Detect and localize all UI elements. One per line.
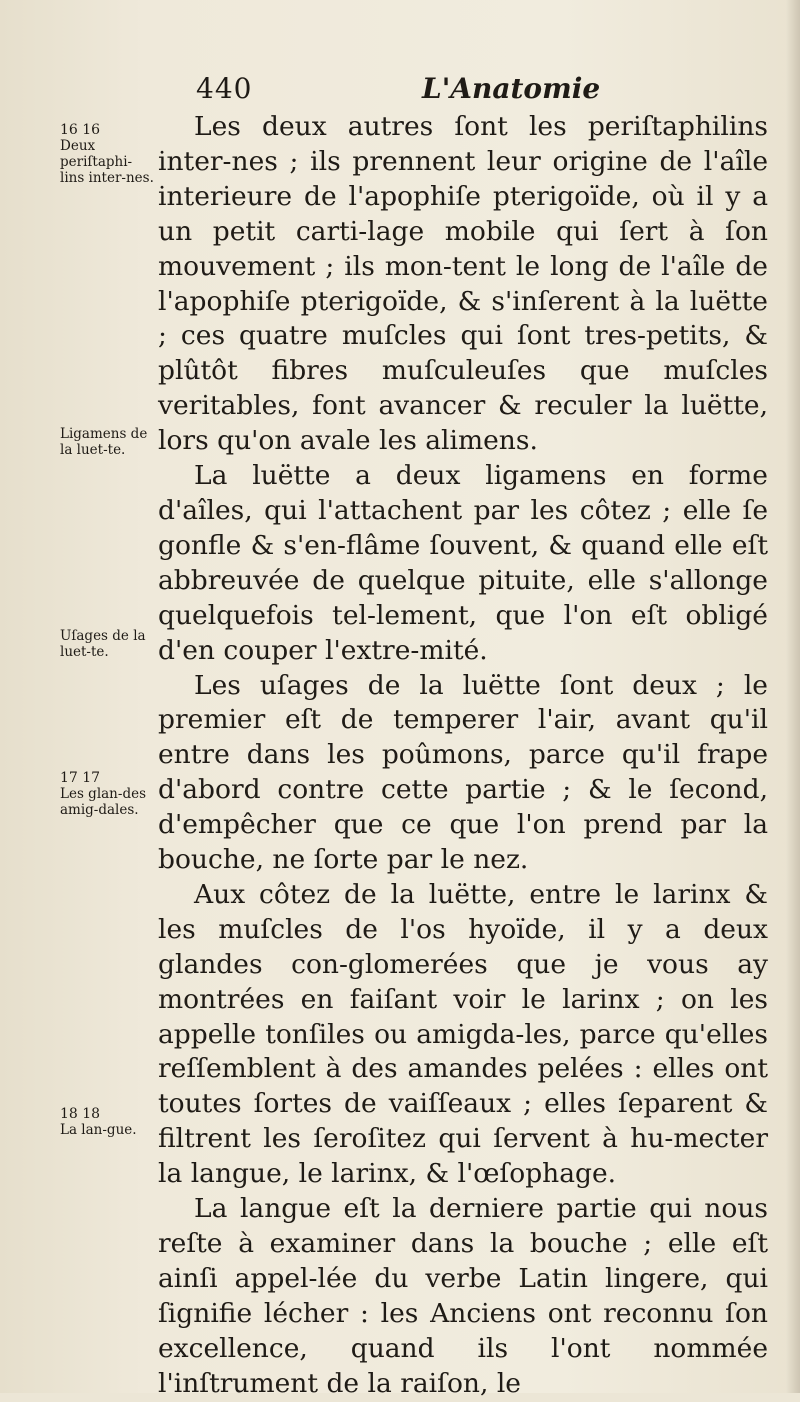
margin-note-number: 18 18 xyxy=(60,1106,101,1122)
running-title: L'Anatomie xyxy=(422,72,601,105)
margin-note-text: Ligamens de la luet-te. xyxy=(60,426,148,458)
margin-note-text: Uſages de la luet-te. xyxy=(60,628,146,660)
margin-note-number: 17 17 xyxy=(60,770,101,786)
paragraph: La luëtte a deux ligamens en forme d'aîles, qui l'attachent par les côtez ; elle ſe gonfle & s'en-flâme ſouvent, & quand elle eſt abbreuvée de quelque pituite, elle s'allonge quelquefois tel-lement, que l'on eſt obligé d'en couper l'extre-mité. xyxy=(158,460,768,666)
body-text xyxy=(158,110,768,1402)
margin-note-number: 16 16 xyxy=(60,122,101,138)
page-edge-shadow xyxy=(786,0,800,1393)
paragraph: Les uſages de la luëtte ſont deux ; le premier eſt de temperer l'air, avant qu'il entre dans les poûmons, parce qu'il frape d'abord contre cette partie ; & le ſecond, d'empêcher que ce que l'on prend par la bouche, ne ſorte par le nez. xyxy=(158,669,768,876)
margin-note-ligamens xyxy=(60,426,156,458)
paragraph: Les deux autres ſont les periſtaphilins inter-nes ; ils prennent leur origine de l'aîle interieure de l'apophiſe pterigoïde, où il y a un petit carti-lage mobile qui ſert à ſon mouvement ; ils mon-tent le long de l'aîle de l'apophiſe pterigoïde, & s'inſerent à la luëtte ; ces quatre muſcles qui ſont tres-petits, & plûtôt fibres muſculeuſes que muſcles veritables, font avancer & reculer la luëtte, lors qu'on avale les alimens. xyxy=(158,111,768,457)
paragraph: Aux côtez de la luëtte, entre le larinx & les muſcles de l'os hyoïde, il y a deux glandes con-glomerées que je vous ay montrées en faiſant voir le larinx ; on les appelle tonſiles ou amigda-les, parce qu'elles reſſemblent à des amandes pelées : elles ont toutes ſortes de vaiſſeaux ; elles ſeparent & filtrent les ſeroſitez qui ſervent à hu-mecter la langue, le larinx, & l'œſophage. xyxy=(158,878,768,1190)
margin-note-glandes xyxy=(60,770,156,818)
margin-note-usages xyxy=(60,628,156,660)
margin-note-langue xyxy=(60,1106,156,1138)
margin-note-text: Deux periſtaphi-lins inter-nes. xyxy=(60,138,154,186)
margin-note-peristaphilins xyxy=(60,122,156,186)
page-number: 440 xyxy=(196,72,253,105)
page-header xyxy=(196,72,616,112)
paragraph: La langue eſt la derniere partie qui nous reſte à examiner dans la bouche ; elle eſt ainſi appel-lée du verbe Latin lingere, qui ſignifie lécher : les Anciens ont reconnu ſon excellence, quand ils l'ont nommée l'inſtrument de la raiſon, le xyxy=(158,1193,768,1399)
margin-note-text: Les glan-des amig-dales. xyxy=(60,786,146,818)
margin-note-text: La lan-gue. xyxy=(60,1122,137,1138)
